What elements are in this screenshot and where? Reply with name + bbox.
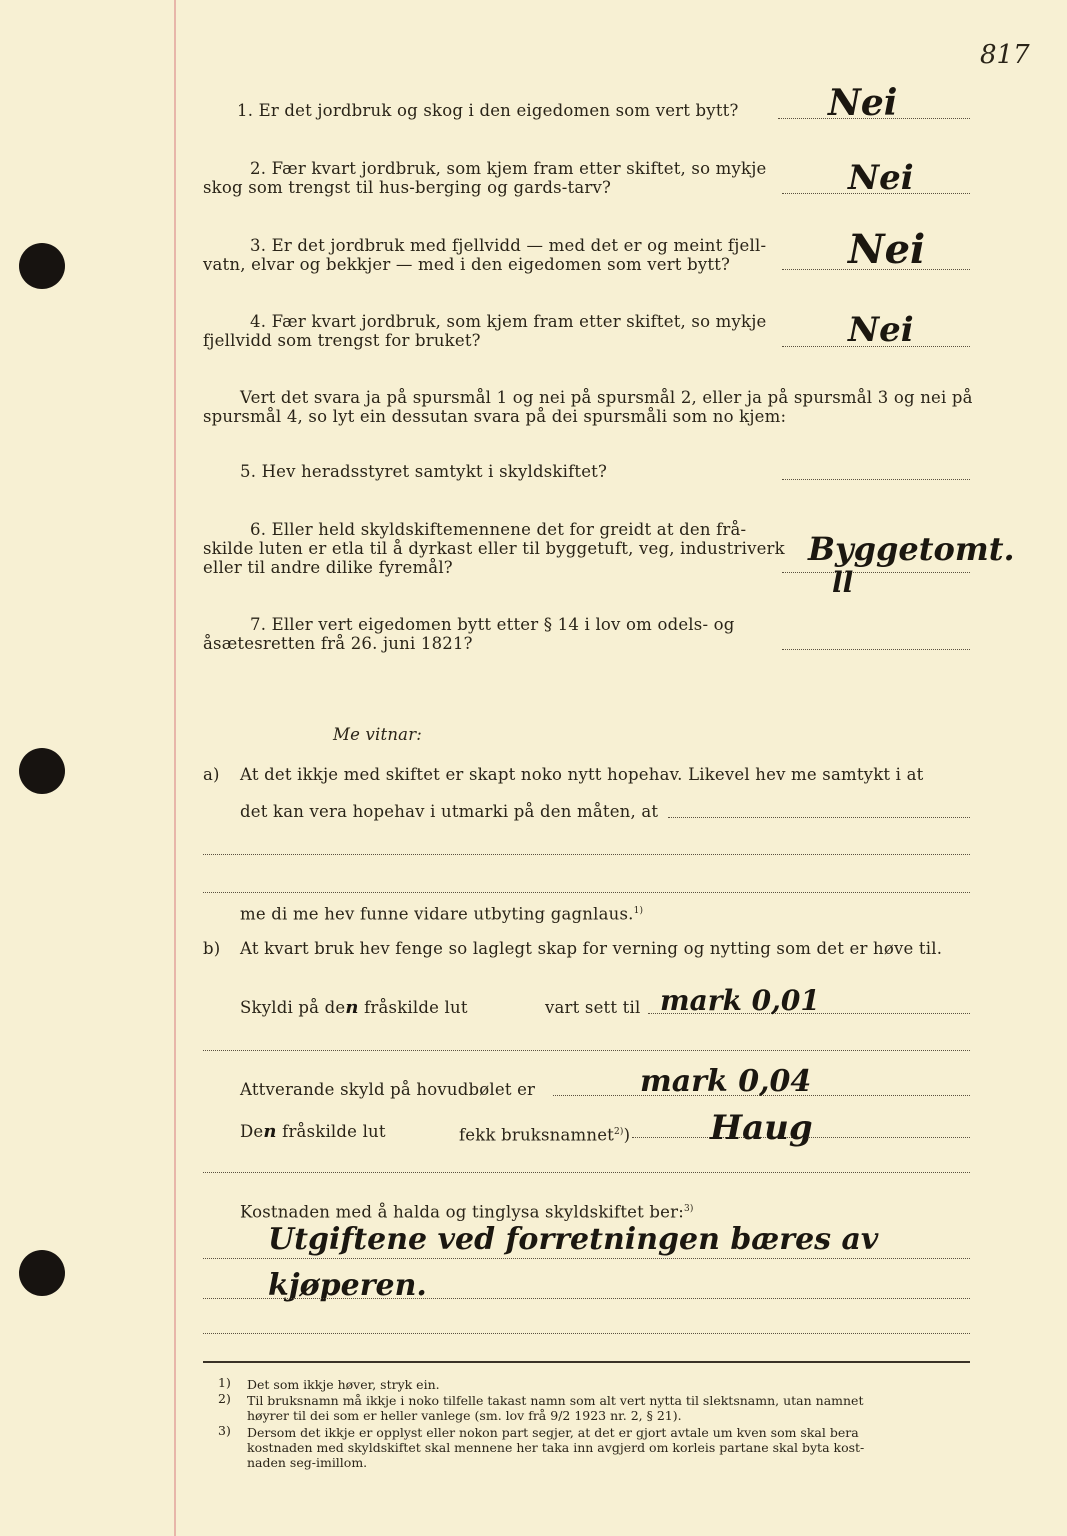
fill-line (668, 817, 970, 818)
fill-line (203, 1298, 970, 1299)
namn-label-fekk: fekk bruksnamnet$^{2)}$) (459, 1125, 631, 1145)
fill-line (203, 1172, 970, 1173)
question-4-line-2: fjellvidd som trengst for bruket? (203, 331, 481, 350)
attverande-label: Attverande skyld på hovudbølet er (240, 1080, 536, 1099)
answer-3: Nei (848, 226, 926, 273)
kostnad-label: Kostnaden med å halda og tinglysa skyldskiftet ber:$^{3)}$ (240, 1202, 694, 1222)
namn-value: Haug (710, 1108, 813, 1148)
footnote-1-num: 1) (218, 1375, 231, 1390)
note-line-1: Vert det svara ja på spursmål 1 og nei på spursmål 2, eller ja på spursmål 3 og nei på (240, 388, 973, 407)
witness-heading: Me vitnar: (333, 725, 423, 744)
punch-hole (19, 1250, 65, 1296)
namn-label: Den fråskilde lut (240, 1121, 386, 1142)
fill-line (203, 1050, 970, 1051)
answer-6: Byggetomt. (808, 530, 1015, 568)
fill-line (203, 854, 970, 855)
skyld-value: mark 0,01 (660, 984, 820, 1017)
item-b-line: At kvart bruk hev fenge so laglegt skap for verning og nytting som det er høve til. (240, 939, 943, 958)
question-5-text: 5. Hev heradsstyret samtykt i skyldskiftet? (240, 462, 608, 481)
question-3-line-1: 3. Er det jordbruk med fjellvidd — med det er og meint fjell- (250, 236, 767, 255)
item-a-end: me di me hev funne vidare utbyting gagnlaus.$^{1)}$ (240, 904, 644, 924)
kostnad-value-line-2: kjøperen. (268, 1268, 427, 1303)
kostnad-value-line-1: Utgiftene ved forretningen bæres av (268, 1222, 879, 1257)
answer-2: Nei (848, 158, 914, 198)
footnote-2-text-1: Til bruksnamn må ikkje i noko tilfelle takast namn som alt vert nytta til slektsnamn, utan namnet (247, 1393, 864, 1408)
fill-line (203, 892, 970, 893)
footnote-3-num: 3) (218, 1423, 231, 1438)
question-7-line-1: 7. Eller vert eigedomen bytt etter § 14 i lov om odels- og (250, 615, 735, 634)
question-2-line-1: 2. Fær kvart jordbruk, som kjem fram etter skiftet, so mykje (250, 159, 767, 178)
answer-line (782, 479, 970, 480)
attverande-value: mark 0,04 (640, 1064, 812, 1099)
question-6-line-1: 6. Eller held skyldskiftemennene det for greidt at den frå- (250, 520, 747, 539)
answer-line (782, 649, 970, 650)
punch-hole (19, 748, 65, 794)
footnote-3-text-3: naden seg-imillom. (247, 1455, 368, 1470)
punch-hole (19, 243, 65, 289)
footnote-3-text-2: kostnaden med skyldskiftet skal mennene her taka inn avgjerd om korleis partane skal byta kost- (247, 1440, 865, 1455)
question-3-line-2: vatn, elvar og bekkjer — med i den eigedomen som vert bytt? (203, 255, 731, 274)
item-a-label: a) (203, 765, 220, 784)
question-6-line-2: skilde luten er etla til å dyrkast eller til byggetuft, veg, industriverk (203, 539, 785, 558)
footnote-2-text-2: høyrer til dei som er heller vanlege (sm. lov frå 9/2 1923 nr. 2, § 21). (247, 1408, 682, 1423)
item-b-label: b) (203, 939, 221, 958)
margin-line (174, 0, 176, 1536)
answer-6-extra: ll (832, 566, 854, 599)
footnote-1-text: Det som ikkje høver, stryk ein. (247, 1377, 440, 1392)
footnote-3-text-1: Dersom det ikkje er opplyst eller nokon part segjer, at det er gjort avtale um kven som skal bera (247, 1425, 859, 1440)
answer-1: Nei (828, 82, 898, 124)
question-2-line-2: skog som trengst til hus-berging og gards-tarv? (203, 178, 612, 197)
question-4-line-1: 4. Fær kvart jordbruk, som kjem fram etter skiftet, so mykje (250, 312, 767, 331)
footnote-2-num: 2) (218, 1391, 231, 1406)
item-a-line-2: det kan vera hopehav i utmarki på den måten, at (240, 802, 659, 821)
page-number: 817 (980, 40, 1030, 70)
answer-line (782, 572, 970, 573)
question-1-text: 1. Er det jordbruk og skog i den eigedomen som vert bytt? (237, 101, 739, 120)
fill-line (203, 1333, 970, 1334)
question-7-line-2: åsætesretten frå 26. juni 1821? (203, 634, 473, 653)
fill-line (203, 1258, 970, 1259)
answer-4: Nei (848, 310, 914, 350)
skyld-label-set: vart sett til (545, 998, 641, 1017)
footnote-rule (203, 1361, 970, 1363)
skyld-label: Skyldi på den fråskilde lut (240, 997, 468, 1018)
item-a-line-1: At det ikkje med skiftet er skapt noko nytt hopehav. Likevel hev me samtykt i at (240, 765, 924, 784)
note-line-2: spursmål 4, so lyt ein dessutan svara på dei spursmåli som no kjem: (203, 407, 787, 426)
question-6-line-3: eller til andre dilike fyremål? (203, 558, 453, 577)
